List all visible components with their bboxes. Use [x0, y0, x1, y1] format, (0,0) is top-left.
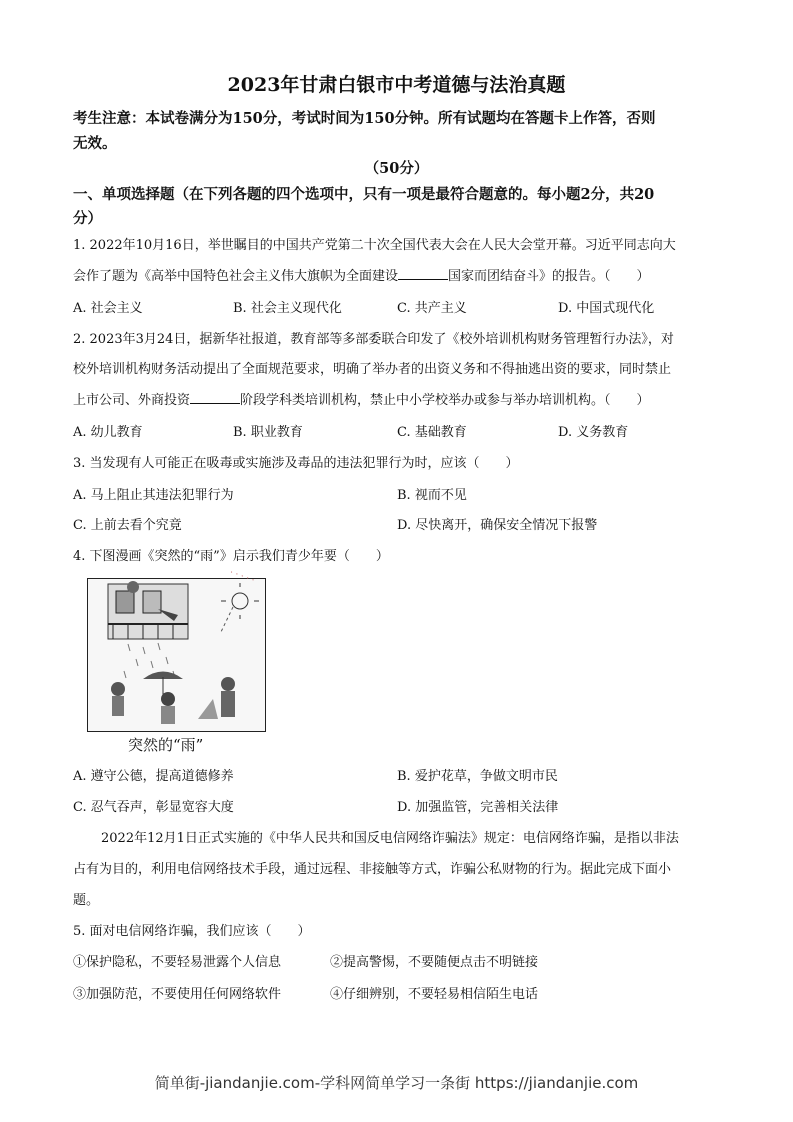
- answer-blank: [398, 269, 448, 280]
- watermark-stamp: · · · · ·: [228, 567, 256, 587]
- q5-item-1: ①保护隐私，不要轻易泄露个人信息: [73, 955, 282, 970]
- page-title: 2023年甘肃白银市中考道德与法治真题: [227, 74, 566, 96]
- comic-illustration: [87, 578, 266, 732]
- q1-option-d: D. 中国式现代化: [558, 301, 655, 316]
- q4-option-a: A. 遵守公德，提高道德修养: [73, 769, 234, 784]
- q2-line-3b: 阶段学科类培训机构，禁止中小学校举办或参与举办培训机构。（ ）: [240, 393, 650, 408]
- notice-line-1: 考生注意：本试卷满分为150分，考试时间为150分钟。所有试题均在答题卡上作答，否则: [73, 110, 656, 127]
- answer-blank: [190, 393, 240, 404]
- q5-item-4: ④仔细辨别，不要轻易相信陌生电话: [330, 987, 539, 1002]
- q4-option-d: D. 加强监管，完善相关法律: [397, 800, 559, 815]
- q1-line-2b: 国家而团结奋斗》的报告。（ ）: [448, 269, 650, 284]
- q2-line-3a: 上市公司、外商投资: [73, 393, 191, 408]
- q1-line-2: [73, 265, 650, 284]
- q2-line-1: 2. 2023年3月24日，据新华社报道，教育部等多部委联合印发了《校外培训机构财务管理暂行办法》，对: [73, 332, 674, 347]
- q4-option-b: B. 爱护花草，争做文明市民: [397, 769, 558, 784]
- q5-item-2: ②提高警惕，不要随便点击不明链接: [330, 955, 539, 970]
- q3-line-1: 3. 当发现有人可能正在吸毒或实施涉及毒品的违法犯罪行为时，应该（ ）: [73, 456, 519, 471]
- q3-option-b: B. 视而不见: [397, 488, 467, 503]
- comic-caption: 突然的“雨”: [128, 736, 204, 754]
- q1-line-1: 1. 2022年10月16日，举世瞩目的中国共产党第二十次全国代表大会在人民大会堂开幕。习近平同志向大: [73, 238, 676, 253]
- comic-drawing: [88, 579, 265, 731]
- q2-line-2: 校外培训机构财务活动提出了全面规范要求，明确了举办者的出资义务和不得抽逃出资的要求，同时禁止: [73, 362, 672, 377]
- q4-option-c: C. 忍气吞声，彰显宽容大度: [73, 800, 234, 815]
- q2-option-d: D. 义务教育: [558, 425, 629, 440]
- q2-option-c: C. 基础教育: [397, 425, 467, 440]
- q1-option-b: B. 社会主义现代化: [233, 301, 342, 316]
- q3-option-d: D. 尽快离开，确保安全情况下报警: [397, 518, 598, 533]
- passage-line-3: 题。: [73, 893, 100, 908]
- score-label: （50分）: [364, 160, 429, 177]
- q2-line-3: [73, 389, 650, 408]
- passage-line-2: 占有为目的，利用电信网络技术手段，通过远程、非接触等方式，诈骗公私财物的行为。据此完成下面小: [73, 862, 672, 877]
- q1-option-c: C. 共产主义: [397, 301, 467, 316]
- q1-line-2a: 会作了题为《高举中国特色社会主义伟大旗帜为全面建设: [73, 269, 399, 284]
- q3-option-a: A. 马上阻止其违法犯罪行为: [73, 488, 234, 503]
- page-footer: 简单街-jiandanjie.com-学科网简单学习一条街 https://jiandanjie.com: [154, 1074, 639, 1092]
- q2-option-a: A. 幼儿教育: [73, 425, 143, 440]
- section-heading-line-2: 分）: [73, 210, 102, 227]
- q5-item-3: ③加强防范，不要使用任何网络软件: [73, 987, 282, 1002]
- q3-option-c: C. 上前去看个究竟: [73, 518, 182, 533]
- q1-option-a: A. 社会主义: [73, 301, 143, 316]
- section-heading-line-1: 一、单项选择题（在下列各题的四个选项中，只有一项是最符合题意的。每小题2分，共20: [73, 186, 655, 203]
- q5-line-1: 5. 面对电信网络诈骗，我们应该（ ）: [73, 924, 311, 939]
- q2-option-b: B. 职业教育: [233, 425, 303, 440]
- notice-line-2: 无效。: [73, 135, 117, 152]
- passage-line-1: 2022年12月1日正式实施的《中华人民共和国反电信网络诈骗法》规定：电信网络诈骗，是指以非法: [101, 831, 679, 846]
- q4-line-1: 4. 下图漫画《突然的“雨”》启示我们青少年要（ ）: [73, 549, 389, 564]
